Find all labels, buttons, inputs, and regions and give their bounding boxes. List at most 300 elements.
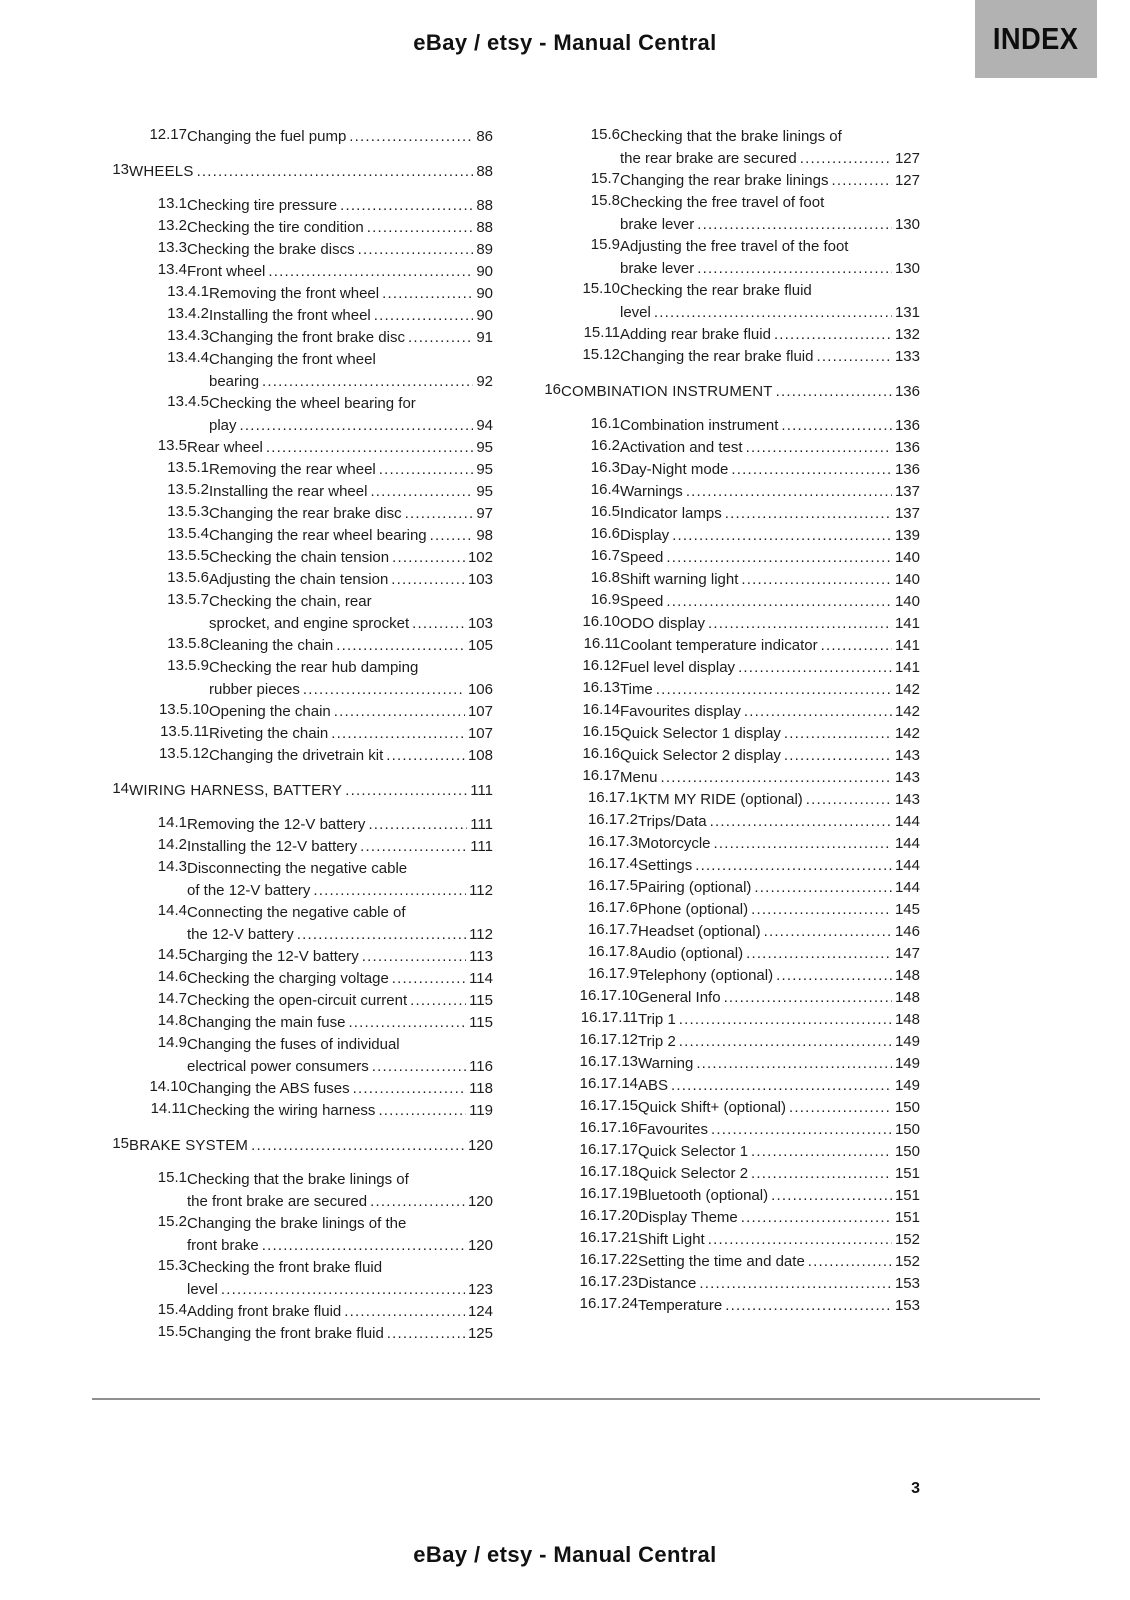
dot-leader	[251, 1135, 465, 1157]
toc-entry-page: 86	[476, 128, 493, 145]
dot-leader	[724, 987, 892, 1009]
toc-entry-row	[92, 305, 493, 327]
toc-entry-title: Rear wheel	[187, 439, 263, 456]
toc-entry-row	[524, 346, 920, 368]
dot-leader	[336, 635, 465, 657]
toc-entry-number: 14.2	[157, 836, 187, 853]
toc-entry-title: Charging the 12-V battery	[187, 948, 359, 965]
dot-leader	[408, 327, 473, 349]
toc-chapter-row	[92, 780, 493, 802]
toc-entry-number: 16.17.20	[579, 1207, 638, 1224]
toc-entry-number: 12.17	[149, 126, 187, 143]
toc-entry-number: 16.14	[582, 701, 620, 718]
dot-leader	[771, 1185, 892, 1207]
toc-entry-number: 16.17.14	[579, 1075, 638, 1092]
dot-leader	[714, 833, 892, 855]
toc-entry-row	[92, 990, 493, 1012]
toc-entry-number: 16.4	[590, 481, 620, 498]
toc-entry-number: 13.4	[157, 261, 187, 278]
toc-entry-page: 145	[894, 901, 920, 918]
toc-entry-row	[92, 1323, 493, 1345]
toc-entry-title: Changing the fuses of individual	[187, 1036, 400, 1053]
toc-column-right	[524, 126, 920, 1345]
toc-entry-row	[524, 1031, 920, 1053]
toc-entry-row	[524, 1229, 920, 1251]
dot-leader	[741, 569, 892, 591]
toc-entry-title: Changing the fuel pump	[187, 128, 347, 145]
toc-entry-row	[92, 1169, 493, 1213]
toc-entry-number: 16.3	[590, 459, 620, 476]
toc-entry-row	[524, 415, 920, 437]
toc-entry-title: Checking tire pressure	[187, 197, 338, 214]
toc-entry-title: level	[620, 304, 651, 321]
toc-entry-number: 16.17.4	[587, 855, 638, 872]
dot-leader	[378, 1100, 466, 1122]
toc-entry-title: Combination instrument	[620, 417, 779, 434]
toc-entry-page: 124	[467, 1303, 493, 1320]
toc-entry-row	[524, 1251, 920, 1273]
toc-entry-row	[92, 1034, 493, 1078]
toc-entry-title: Changing the main fuse	[187, 1014, 346, 1031]
toc-entry-number: 14.5	[157, 946, 187, 963]
dot-leader	[368, 814, 467, 836]
toc-entry-title: Quick Selector 2	[638, 1165, 749, 1182]
toc-entry-title: Connecting the negative cable of	[187, 904, 406, 921]
toc-entry-number: 16.9	[590, 591, 620, 608]
toc-entry-number: 15.2	[157, 1213, 187, 1230]
toc-entry-page: 142	[894, 681, 920, 698]
toc-chapter-row	[524, 381, 920, 403]
toc-entry-number: 16.17.22	[579, 1251, 638, 1268]
dot-leader	[387, 1323, 465, 1345]
dot-leader	[800, 148, 892, 170]
toc-entry-page: 115	[469, 1014, 493, 1031]
toc-entry-title: Checking the open-circuit current	[187, 992, 408, 1009]
dot-leader	[344, 1301, 465, 1323]
toc-entry-number: 13.4.1	[167, 283, 209, 300]
dot-leader	[367, 217, 474, 239]
toc-entry-title: Display Theme	[638, 1209, 738, 1226]
toc-entry-number: 13	[112, 161, 129, 178]
toc-entry-row	[524, 1119, 920, 1141]
dot-leader	[679, 1031, 892, 1053]
toc-entry-number: 14.6	[157, 968, 187, 985]
toc-entry-row	[524, 789, 920, 811]
toc-entry-number: 14.11	[150, 1100, 187, 1117]
dot-leader	[386, 745, 465, 767]
dot-leader	[405, 503, 474, 525]
toc-entry-page: 139	[894, 527, 920, 544]
toc-entry-page: 141	[894, 659, 920, 676]
dot-leader	[816, 346, 892, 368]
toc-entry-row	[92, 591, 493, 635]
toc-entry-page: 89	[476, 241, 493, 258]
toc-entry-number: 15	[112, 1135, 129, 1152]
dot-leader	[391, 569, 465, 591]
toc-entry-row	[524, 1273, 920, 1295]
toc-entry-page: 142	[894, 725, 920, 742]
toc-entry-page: 102	[467, 549, 493, 566]
dot-leader	[410, 990, 466, 1012]
toc-entry-title: Shift warning light	[620, 571, 739, 588]
toc-entry-number: 16.15	[582, 723, 620, 740]
toc-entry-page: 144	[894, 813, 920, 830]
toc-entry-page: 147	[894, 945, 920, 962]
toc-entry-title: Installing the 12-V battery	[187, 838, 358, 855]
toc-entry-number: 16.17.17	[579, 1141, 638, 1158]
toc-entry-number: 16	[544, 381, 561, 398]
dot-leader	[784, 723, 892, 745]
toc-entry-number: 16.17.16	[579, 1119, 638, 1136]
toc-entry-page: 152	[894, 1253, 920, 1270]
toc-entry-row	[524, 635, 920, 657]
toc-entry-row	[524, 547, 920, 569]
toc-entry-row	[92, 745, 493, 767]
toc-entry-page: 113	[469, 948, 493, 965]
dot-leader	[197, 161, 474, 183]
toc-entry-row	[524, 811, 920, 833]
toc-entry-page: 105	[467, 637, 493, 654]
toc-entry-page: 118	[469, 1080, 493, 1097]
dot-leader	[392, 547, 465, 569]
toc-entry-number: 15.7	[590, 170, 620, 187]
dot-leader	[808, 1251, 892, 1273]
toc-entry-row	[92, 836, 493, 858]
toc-entry-row	[524, 236, 920, 280]
toc-entry-row	[92, 503, 493, 525]
toc-entry-row	[524, 459, 920, 481]
table-of-contents	[92, 126, 1040, 1345]
toc-entry-page: 92	[476, 373, 493, 390]
dot-leader	[754, 877, 892, 899]
index-tab	[975, 0, 1097, 78]
toc-entry-title: Checking the chain tension	[209, 549, 390, 566]
toc-entry-page: 143	[894, 747, 920, 764]
toc-entry-row	[524, 855, 920, 877]
toc-entry-page: 144	[894, 857, 920, 874]
toc-entry-title: level	[187, 1281, 218, 1298]
toc-entry-page: 151	[894, 1209, 920, 1226]
toc-entry-row	[92, 195, 493, 217]
toc-entry-page: 123	[467, 1281, 493, 1298]
toc-entry-title: Favourites display	[620, 703, 741, 720]
toc-entry-page: 142	[894, 703, 920, 720]
dot-leader	[776, 381, 892, 403]
toc-entry-title: BRAKE SYSTEM	[129, 1137, 249, 1154]
toc-entry-title: Activation and test	[620, 439, 743, 456]
toc-entry-page: 136	[894, 383, 920, 400]
toc-chapter-row	[92, 161, 493, 183]
toc-entry-page: 151	[894, 1165, 920, 1182]
toc-entry-row	[524, 525, 920, 547]
toc-entry-page: 95	[476, 461, 493, 478]
dot-leader	[666, 547, 892, 569]
dot-leader	[656, 679, 892, 701]
toc-entry-page: 148	[894, 967, 920, 984]
toc-entry-number: 15.5	[157, 1323, 187, 1340]
toc-entry-title: Distance	[638, 1275, 697, 1292]
toc-entry-title: Checking the rear brake fluid	[620, 282, 812, 299]
dot-leader	[776, 965, 892, 987]
toc-entry-title: Day-Night mode	[620, 461, 729, 478]
toc-entry-row	[524, 1163, 920, 1185]
dot-leader	[313, 880, 466, 902]
toc-entry-title: Checking the tire condition	[187, 219, 364, 236]
toc-entry-title: Checking that the brake linings of	[187, 1171, 409, 1188]
toc-entry-page: 103	[467, 571, 493, 588]
toc-entry-page: 136	[894, 417, 920, 434]
toc-entry-title: Checking that the brake linings of	[620, 128, 842, 145]
toc-entry-page: 120	[467, 1193, 493, 1210]
toc-entry-number: 13.5.5	[167, 547, 209, 564]
toc-entry-number: 16.7	[590, 547, 620, 564]
toc-entry-page: 120	[467, 1137, 493, 1154]
toc-entry-page: 111	[470, 782, 493, 799]
dot-leader	[303, 679, 465, 701]
toc-entry-row	[92, 1301, 493, 1323]
toc-entry-number: 16.17.5	[587, 877, 638, 894]
toc-entry-page: 120	[467, 1237, 493, 1254]
toc-entry-title: Checking the chain, rear	[209, 593, 372, 610]
toc-entry-title: Front wheel	[187, 263, 266, 280]
toc-entry-page: 114	[469, 970, 493, 987]
toc-entry-number: 16.17.3	[587, 833, 638, 850]
toc-entry-page: 152	[894, 1231, 920, 1248]
toc-entry-page: 144	[894, 879, 920, 896]
dot-leader	[746, 437, 892, 459]
dot-leader	[831, 170, 892, 192]
toc-entry-row	[92, 481, 493, 503]
toc-entry-number: 13.5.7	[167, 591, 209, 608]
toc-entry-number: 16.17.19	[579, 1185, 638, 1202]
toc-entry-title: Speed	[620, 593, 664, 610]
dot-leader	[392, 968, 466, 990]
toc-entry-title: Motorcycle	[638, 835, 711, 852]
toc-entry-number: 13.3	[157, 239, 187, 256]
toc-entry-row	[524, 1207, 920, 1229]
toc-entry-title: Menu	[620, 769, 658, 786]
toc-entry-row	[92, 569, 493, 591]
toc-entry-page: 141	[894, 615, 920, 632]
toc-entry-title: Trip 2	[638, 1033, 676, 1050]
dot-leader	[374, 305, 474, 327]
toc-entry-title: KTM MY RIDE (optional)	[638, 791, 803, 808]
toc-entry-title: Checking the free travel of foot	[620, 194, 825, 211]
toc-entry-title: Checking the rear hub damping	[209, 659, 419, 676]
toc-entry-row	[524, 1097, 920, 1119]
toc-entry-number: 14.8	[157, 1012, 187, 1029]
toc-entry-row	[92, 902, 493, 946]
toc-entry-title: Removing the 12-V battery	[187, 816, 366, 833]
dot-leader	[751, 899, 892, 921]
toc-entry-number: 16.17.13	[579, 1053, 638, 1070]
toc-entry-row	[524, 943, 920, 965]
toc-column-left	[92, 126, 493, 1345]
toc-entry-title: Warnings	[620, 483, 683, 500]
toc-entry-title: Shift Light	[638, 1231, 705, 1248]
toc-entry-number: 16.17.1	[587, 789, 638, 806]
toc-entry-title: Changing the rear wheel bearing	[209, 527, 427, 544]
toc-entry-title: Installing the rear wheel	[209, 483, 368, 500]
dot-leader	[353, 1078, 466, 1100]
dot-leader	[666, 591, 892, 613]
toc-entry-title: Checking the wheel bearing for	[209, 395, 416, 412]
toc-entry-page: 136	[894, 461, 920, 478]
toc-entry-number: 13.4.4	[167, 349, 209, 366]
dot-leader	[751, 1141, 892, 1163]
toc-entry-page: 98	[476, 527, 493, 544]
toc-entry-page: 119	[469, 1102, 493, 1119]
toc-entry-number: 16.17.18	[579, 1163, 638, 1180]
toc-entry-title: Temperature	[638, 1297, 723, 1314]
dot-leader	[708, 613, 892, 635]
toc-entry-row	[92, 393, 493, 437]
toc-entry-row	[524, 921, 920, 943]
dot-leader	[774, 324, 892, 346]
toc-entry-page: 127	[894, 150, 920, 167]
dot-leader	[262, 1235, 465, 1257]
toc-entry-page: 149	[894, 1033, 920, 1050]
toc-entry-row	[92, 126, 493, 148]
toc-entry-number: 16.5	[590, 503, 620, 520]
toc-entry-page: 153	[894, 1275, 920, 1292]
toc-entry-page: 146	[894, 923, 920, 940]
toc-entry-row	[92, 1257, 493, 1301]
toc-entry-title: Changing the rear brake disc	[209, 505, 402, 522]
toc-entry-title: Bluetooth (optional)	[638, 1187, 769, 1204]
dot-leader	[751, 1163, 892, 1185]
dot-leader	[240, 415, 474, 437]
toc-entry-title: Quick Selector 1 display	[620, 725, 781, 742]
toc-entry-number: 15.9	[590, 236, 620, 253]
toc-entry-title: Trip 1	[638, 1011, 676, 1028]
toc-entry-title: brake lever	[620, 216, 695, 233]
toc-entry-number: 15.8	[590, 192, 620, 209]
toc-entry-title: Changing the rear brake fluid	[620, 348, 814, 365]
toc-entry-title: Coolant temperature indicator	[620, 637, 818, 654]
dot-leader	[821, 635, 892, 657]
toc-entry-row	[524, 591, 920, 613]
toc-entry-page: 150	[894, 1143, 920, 1160]
toc-entry-title: Adjusting the free travel of the foot	[620, 238, 849, 255]
toc-entry-number: 16.17.6	[587, 899, 638, 916]
toc-entry-number: 16.6	[590, 525, 620, 542]
toc-entry-number: 13.5.1	[167, 459, 209, 476]
toc-entry-number: 14	[112, 780, 129, 797]
toc-entry-page: 95	[476, 483, 493, 500]
toc-entry-title: WHEELS	[129, 163, 194, 180]
dot-leader	[710, 811, 892, 833]
dot-leader	[340, 195, 473, 217]
dot-leader	[708, 1229, 892, 1251]
toc-entry-title: Indicator lamps	[620, 505, 722, 522]
toc-entry-page: 95	[476, 439, 493, 456]
dot-leader	[711, 1119, 892, 1141]
toc-entry-title: Changing the front brake disc	[209, 329, 405, 346]
toc-entry-number: 15.1	[157, 1169, 187, 1186]
toc-entry-title: Quick Selector 2 display	[620, 747, 781, 764]
dot-leader	[781, 415, 892, 437]
toc-entry-row	[92, 217, 493, 239]
toc-entry-page: 132	[894, 326, 920, 343]
toc-entry-number: 16.17.15	[579, 1097, 638, 1114]
index-tab-label: INDEX	[993, 21, 1079, 56]
footer-title: eBay / etsy - Manual Central	[413, 1542, 717, 1567]
toc-entry-number: 16.17.9	[587, 965, 638, 982]
toc-entry-row	[524, 192, 920, 236]
toc-entry-row	[524, 437, 920, 459]
toc-entry-row	[92, 1012, 493, 1034]
toc-entry-number: 16.17.24	[579, 1295, 638, 1312]
toc-entry-number: 16.17.8	[587, 943, 638, 960]
toc-entry-number: 16.17.12	[579, 1031, 638, 1048]
toc-entry-title: Fuel level display	[620, 659, 736, 676]
toc-entry-row	[524, 1185, 920, 1207]
dot-leader	[697, 258, 892, 280]
toc-entry-title: play	[209, 417, 237, 434]
toc-entry-number: 13.5.3	[167, 503, 209, 520]
toc-entry-page: 140	[894, 571, 920, 588]
toc-entry-row	[92, 437, 493, 459]
toc-entry-page: 90	[476, 263, 493, 280]
toc-entry-title: Warning	[638, 1055, 694, 1072]
toc-entry-number: 13.5.11	[160, 723, 209, 740]
dot-leader	[686, 481, 892, 503]
toc-entry-page: 150	[894, 1121, 920, 1138]
toc-entry-row	[92, 635, 493, 657]
toc-entry-title: Phone (optional)	[638, 901, 749, 918]
toc-entry-title: Display	[620, 527, 670, 544]
toc-entry-title: Trips/Data	[638, 813, 707, 830]
toc-entry-title: Changing the rear brake linings	[620, 172, 829, 189]
dot-leader	[412, 613, 465, 635]
dot-leader	[370, 481, 473, 503]
dot-leader	[679, 1009, 892, 1031]
toc-entry-number: 14.10	[149, 1078, 187, 1095]
toc-entry-row	[524, 987, 920, 1009]
toc-entry-number: 15.4	[157, 1301, 187, 1318]
toc-entry-page: 141	[894, 637, 920, 654]
toc-entry-number: 13.1	[157, 195, 187, 212]
toc-entry-page: 88	[476, 163, 493, 180]
toc-chapter-row	[92, 1135, 493, 1157]
dot-leader	[744, 701, 892, 723]
toc-entry-row	[92, 525, 493, 547]
toc-entry-page: 143	[894, 769, 920, 786]
toc-entry-title: Checking the wiring harness	[187, 1102, 376, 1119]
toc-entry-page: 151	[894, 1187, 920, 1204]
dot-leader	[362, 946, 466, 968]
dot-leader	[268, 261, 473, 283]
toc-entry-page: 148	[894, 989, 920, 1006]
dot-leader	[266, 437, 473, 459]
toc-entry-number: 13.5.10	[158, 701, 209, 718]
toc-entry-row	[92, 968, 493, 990]
toc-entry-number: 14.1	[157, 814, 187, 831]
toc-entry-row	[524, 1075, 920, 1097]
toc-entry-page: 107	[467, 703, 493, 720]
toc-entry-number: 13.4.2	[167, 305, 209, 322]
toc-entry-number: 13.5.6	[167, 569, 209, 586]
toc-entry-page: 108	[467, 747, 493, 764]
toc-entry-title: Changing the front brake fluid	[187, 1325, 384, 1342]
toc-entry-title: sprocket, and engine sprocket	[209, 615, 410, 632]
toc-entry-title: rubber pieces	[209, 681, 300, 698]
toc-entry-row	[92, 547, 493, 569]
toc-entry-row	[92, 327, 493, 349]
dot-leader	[725, 503, 892, 525]
toc-entry-title: Telephony (optional)	[638, 967, 774, 984]
